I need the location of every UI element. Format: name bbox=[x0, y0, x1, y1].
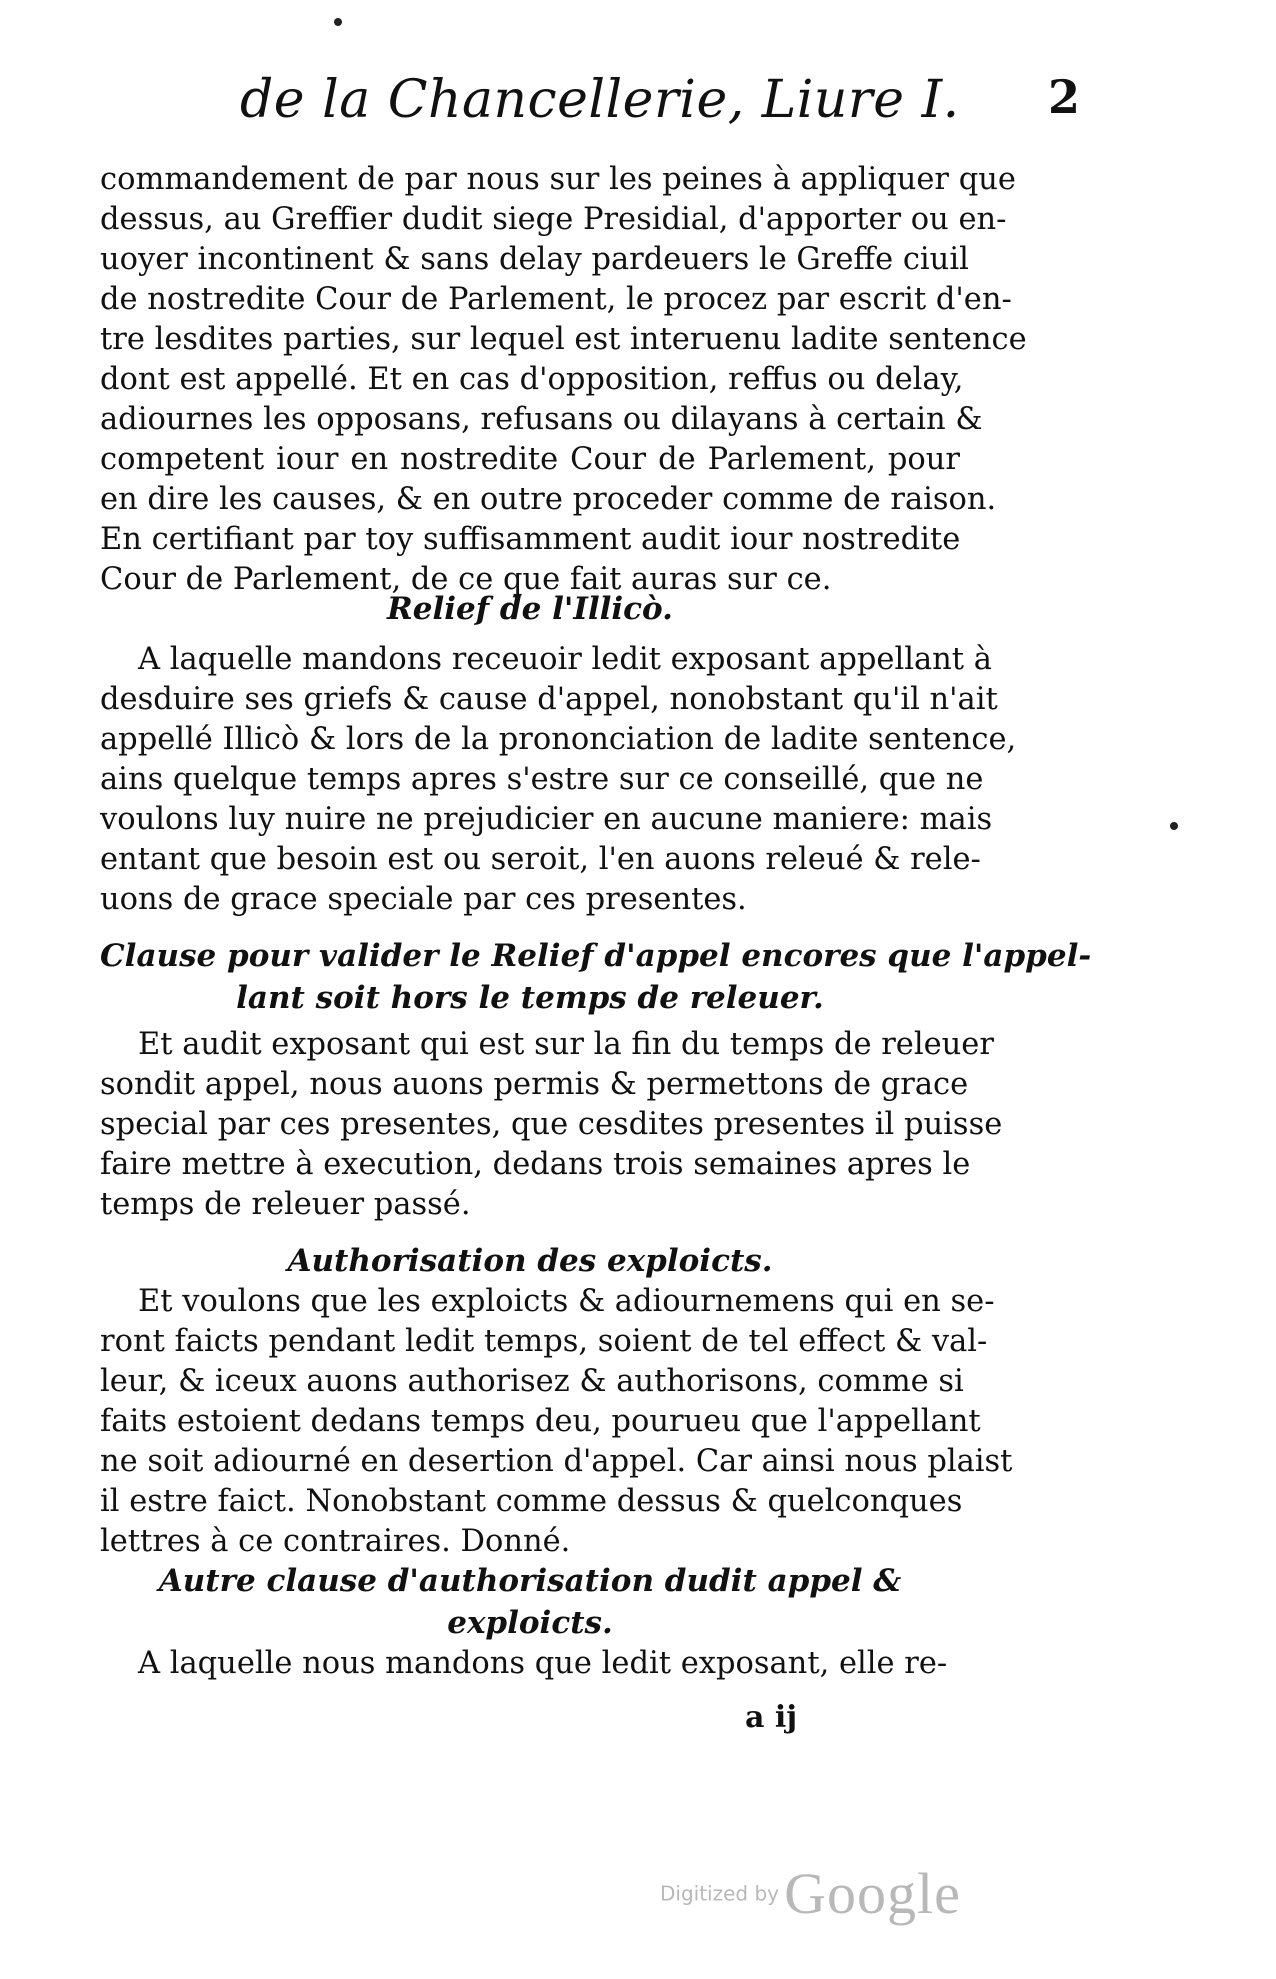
text-line: de nostredite Cour de Parlement, le procez par escrit d'en- bbox=[100, 282, 1012, 317]
section-heading: lant soit hors le temps de releuer. bbox=[236, 980, 824, 1016]
text-line: faits estoient dedans temps deu, pourueu que l'appellant bbox=[100, 1404, 981, 1439]
watermark-small-text: Digitized by bbox=[660, 1881, 779, 1906]
text-line: adiournes les opposans, refusans ou dilayans à certain & bbox=[100, 402, 983, 437]
page-number: 2 bbox=[1047, 70, 1080, 124]
section-heading: Clause pour valider le Relief d'appel encores que l'appel- bbox=[100, 938, 1092, 974]
running-head bbox=[240, 70, 1080, 150]
section-authorisation bbox=[100, 1240, 1013, 1562]
text-line: desduire ses griefs & cause d'appel, nonobstant qu'il n'ait bbox=[100, 682, 998, 717]
text-line: il estre faict. Nonobstant comme dessus & quelconques bbox=[100, 1484, 963, 1519]
text-line: faire mettre à execution, dedans trois semaines apres le bbox=[100, 1147, 971, 1182]
text-line: ne soit adiourné en desertion d'appel. Car ainsi nous plaist bbox=[100, 1444, 1013, 1479]
section-clause-valider bbox=[100, 935, 1092, 1225]
text-line: Et voulons que les exploicts & adiournemens qui en se- bbox=[138, 1284, 995, 1319]
text-line: entant que besoin est ou seroit, l'en auons releué & rele- bbox=[100, 842, 981, 877]
text-line: special par ces presentes, que cesdites presentes il puisse bbox=[100, 1107, 1003, 1142]
signature-mark: a ij bbox=[745, 1700, 798, 1735]
text-line: dont est appellé. Et en cas d'opposition, reffus ou delay, bbox=[100, 362, 964, 397]
text-line: uoyer incontinent & sans delay pardeuers le Greffe ciuil bbox=[100, 242, 969, 277]
text-line: A laquelle mandons receuoir ledit exposant appellant à bbox=[138, 642, 992, 677]
text-line: sondit appel, nous auons permis & permettons de grace bbox=[100, 1067, 969, 1102]
section-heading: Autre clause d'authorisation dudit appel & bbox=[158, 1563, 902, 1599]
text-line: competent iour en nostredite Cour de Parlement, pour bbox=[100, 442, 960, 477]
text-line: voulons luy nuire ne prejudicier en aucune maniere: mais bbox=[100, 802, 993, 837]
ink-speck-top bbox=[334, 18, 342, 26]
text-line: leur, & iceux auons authorisez & authorisons, comme si bbox=[100, 1364, 964, 1399]
text-line: appellé Illicò & lors de la prononciation de ladite sentence, bbox=[100, 722, 1017, 757]
section-heading: Authorisation des exploicts. bbox=[287, 1243, 773, 1279]
text-line: lettres à ce contraires. Donné. bbox=[100, 1524, 571, 1559]
text-line: A laquelle nous mandons que ledit exposant, elle re- bbox=[138, 1646, 948, 1681]
section-heading: Relief de l'Illicò. bbox=[387, 591, 673, 627]
paragraph-continuation bbox=[100, 160, 1027, 600]
text-line: Cour de Parlement, de ce que fait auras sur ce. bbox=[100, 562, 832, 597]
section-relief-illico bbox=[100, 588, 1017, 920]
text-line: tre lesdites parties, sur lequel est interuenu ladite sentence bbox=[100, 322, 1027, 357]
ink-speck-right bbox=[1170, 822, 1178, 830]
text-line: En certifiant par toy suffisamment audit iour nostredite bbox=[100, 522, 961, 557]
section-autre-clause bbox=[100, 1560, 960, 1684]
text-line: commandement de par nous sur les peines à appliquer que bbox=[100, 162, 1016, 197]
text-line: uons de grace speciale par ces presentes. bbox=[100, 882, 747, 917]
google-logo: Google bbox=[784, 1861, 961, 1926]
section-heading: exploicts. bbox=[447, 1605, 613, 1641]
running-head-title: de la Chancellerie, Liure I. bbox=[240, 70, 960, 130]
text-line: Et audit exposant qui est sur la fin du temps de releuer bbox=[138, 1027, 994, 1062]
text-line: en dire les causes, & en outre proceder comme de raison. bbox=[100, 482, 997, 517]
text-line: ains quelque temps apres s'estre sur ce conseillé, que ne bbox=[100, 762, 984, 797]
text-line: temps de releuer passé. bbox=[100, 1187, 471, 1222]
text-line: ront faicts pendant ledit temps, soient de tel effect & val- bbox=[100, 1324, 988, 1359]
digitized-watermark bbox=[660, 1860, 961, 1927]
text-line: dessus, au Greffier dudit siege Presidial, d'apporter ou en- bbox=[100, 202, 1007, 237]
